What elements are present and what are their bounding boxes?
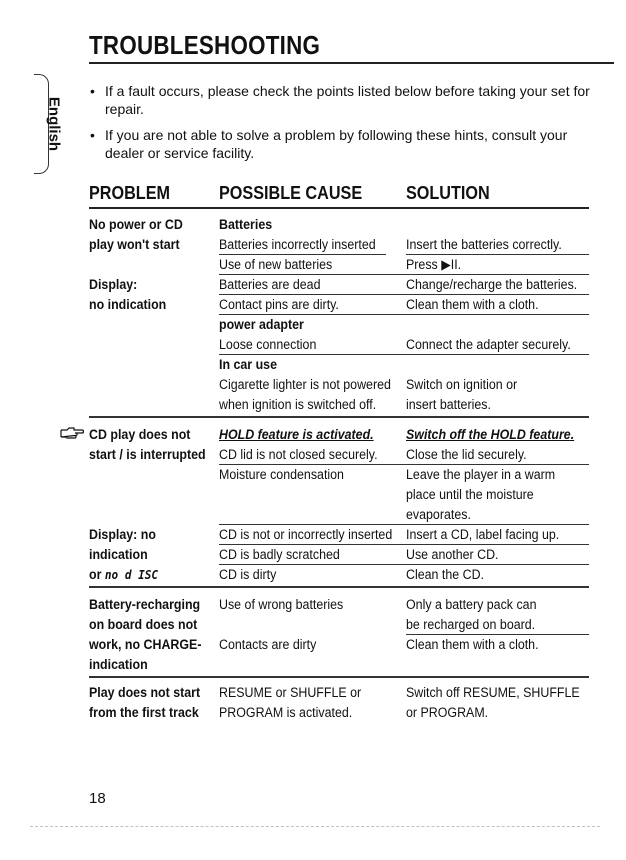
cause-text: Loose connection	[219, 337, 317, 352]
cause-text: RESUME or SHUFFLE or	[219, 685, 362, 700]
solution-text: be recharged on board.	[406, 617, 536, 632]
problem-text: on board does not	[89, 617, 198, 632]
problem-text: no indication	[89, 297, 167, 312]
solution-text: evaporates.	[406, 507, 471, 522]
bullet-item: • If a fault occurs, please check the points listed below before taking your set for repair.	[90, 82, 600, 118]
pointing-hand-icon	[60, 426, 84, 440]
group-divider	[89, 676, 589, 678]
problem-text: play won't start	[89, 237, 180, 252]
cause-text: Batteries incorrectly inserted	[219, 237, 376, 252]
column-header-problem: PROBLEM	[89, 183, 170, 203]
cause-text: Use of new batteries	[219, 257, 333, 272]
cause-subheading: Batteries	[219, 217, 273, 232]
column-header-cause: POSSIBLE CAUSE	[219, 183, 363, 203]
cause-text: Use of wrong batteries	[219, 597, 344, 612]
solution-text: Leave the player in a warm	[406, 467, 556, 482]
language-tab	[34, 74, 63, 174]
group-divider	[89, 586, 589, 588]
bullet-item: • If you are not able to solve a problem by following these hints, consult your dealer or service facility.	[90, 126, 600, 162]
header-divider	[89, 207, 589, 209]
solution-text: Clean the CD.	[406, 567, 485, 582]
problem-text: Play does not start	[89, 685, 201, 700]
solution-text: insert batteries.	[406, 397, 491, 412]
title-divider	[89, 62, 614, 64]
solution-text: Switch off RESUME, SHUFFLE	[406, 685, 580, 700]
problem-text: indication	[89, 547, 148, 562]
solution-text: Switch on ignition or	[406, 377, 518, 392]
cause-subheading: power adapter	[219, 317, 304, 332]
page-number: 18	[89, 790, 106, 807]
cause-text: when ignition is switched off.	[219, 397, 377, 412]
problem-text: Display:	[89, 277, 138, 292]
cause-text: Batteries are dead	[219, 277, 321, 292]
cause-text: Contact pins are dirty.	[219, 297, 339, 312]
cause-subheading: In car use	[219, 357, 277, 372]
problem-text: Display: no	[89, 527, 156, 542]
solution-text: or PROGRAM.	[406, 705, 489, 720]
problem-text: No power or CD	[89, 217, 183, 232]
problem-text: Battery-recharging	[89, 597, 201, 612]
solution-text: Clean them with a cloth.	[406, 637, 539, 652]
cause-text: PROGRAM is activated.	[219, 705, 353, 720]
page-title: TROUBLESHOOTING	[89, 30, 321, 60]
column-header-solution: SOLUTION	[406, 183, 490, 203]
solution-text: Insert a CD, label facing up.	[406, 527, 560, 542]
solution-text: Only a battery pack can	[406, 597, 537, 612]
problem-text: start / is interrupted	[89, 447, 206, 462]
problem-text: CD play does not	[89, 427, 191, 442]
language-tab-label: English	[45, 96, 63, 152]
solution-text: Use another CD.	[406, 547, 499, 562]
cause-text: CD is not or incorrectly inserted	[219, 527, 393, 542]
solution-text: Press ▶II.	[406, 257, 462, 272]
solution-text: Change/recharge the batteries.	[406, 277, 578, 292]
cause-text-emphasis: HOLD feature is activated.	[219, 427, 374, 442]
cause-text: Moisture condensation	[219, 467, 344, 482]
cause-text: CD lid is not closed securely.	[219, 447, 378, 462]
solution-text: Insert the batteries correctly.	[406, 237, 562, 252]
cause-text: Contacts are dirty	[219, 637, 317, 652]
scan-artifact-line	[30, 826, 600, 827]
cause-text: Cigarette lighter is not powered	[219, 377, 391, 392]
problem-text: work, no CHARGE-	[89, 637, 202, 652]
problem-text: from the first track	[89, 705, 199, 720]
solution-text: Connect the adapter securely.	[406, 337, 571, 352]
cause-text: CD is badly scratched	[219, 547, 340, 562]
solution-text: Close the lid securely.	[406, 447, 527, 462]
group-divider	[89, 416, 589, 418]
solution-text: place until the moisture	[406, 487, 534, 502]
solution-text: Clean them with a cloth.	[406, 297, 539, 312]
cause-text: CD is dirty	[219, 567, 277, 582]
or-prefix: or	[89, 567, 102, 582]
lcd-readout: no d ISC	[104, 568, 159, 582]
intro-bullets	[90, 82, 600, 170]
solution-text-emphasis: Switch off the HOLD feature.	[406, 427, 575, 442]
problem-text-display-readout	[89, 565, 158, 585]
problem-text: indication	[89, 657, 148, 672]
